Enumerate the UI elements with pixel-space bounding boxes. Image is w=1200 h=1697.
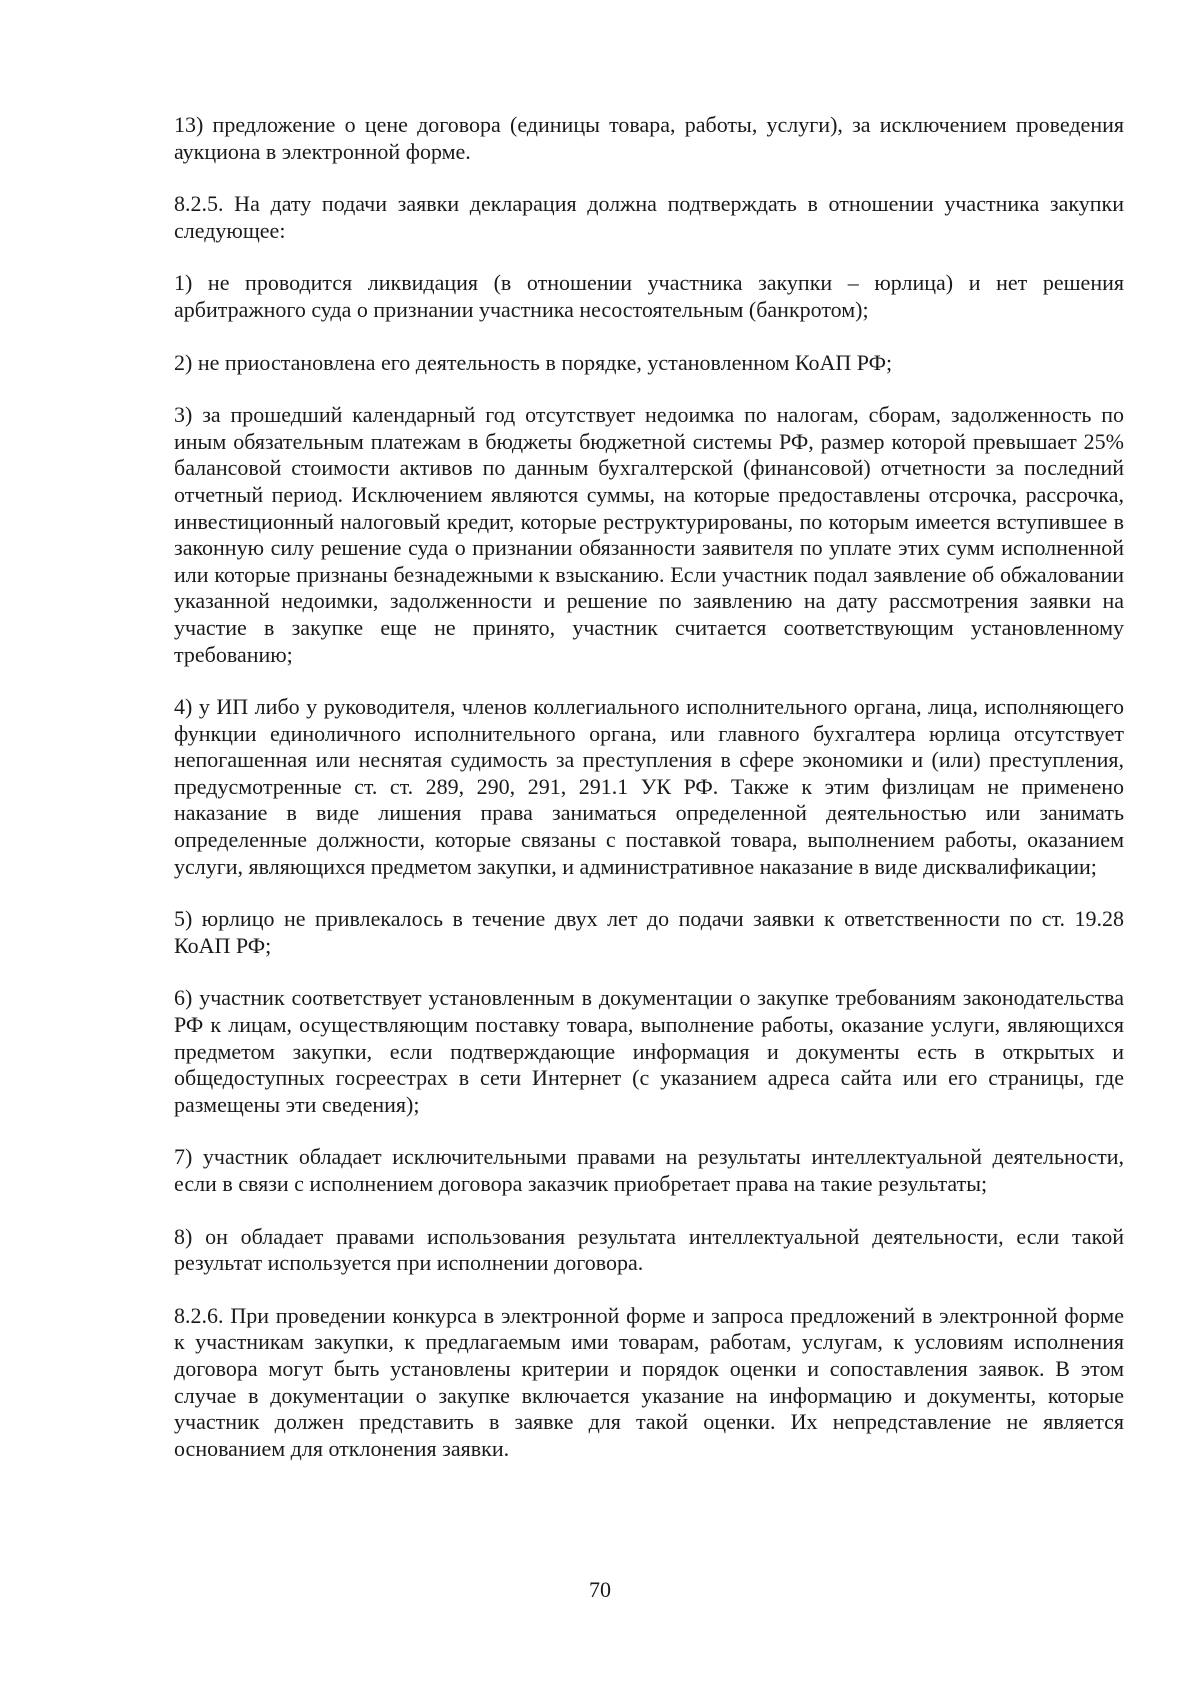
paragraph-section-8-2-5: 8.2.5. На дату подачи заявки декларация должна подтверждать в отношении участника закупки следующее: [174, 191, 1124, 243]
paragraph-item-13: 13) предложение о цене договора (единицы товара, работы, услуги), за исключением проведения аукциона в электронной форме. [174, 112, 1124, 164]
paragraph-item-2: 2) не приостановлена его деятельность в порядке, установленном КоАП РФ; [174, 349, 893, 375]
paragraph-item-7: 7) участник обладает исключительными правами на результаты интеллектуальной деятельности, если в связи с исполнением договора заказчик приобретает права на такие результаты; [174, 1144, 1124, 1196]
paragraph-item-5: 5) юрлицо не привлекалось в течение двух лет до подачи заявки к ответственности по ст. 19.28 КоАП РФ; [174, 906, 1124, 958]
paragraph-item-6: 6) участник соответствует установленным в документации о закупке требованиям законодательства РФ к лицам, осуществляющим поставку товара, выполнение работы, оказание услуги, являющихся предметом закупки, если подтверждающие информация и документы есть в открытых и общедоступных госреестрах в сети Интернет (с указанием адреса сайта или его страницы, где размещены эти сведения); [174, 985, 1124, 1117]
paragraph-item-1: 1) не проводится ликвидация (в отношении участника закупки – юрлица) и нет решения арбитражного суда о признании участника несостоятельным (банкротом); [174, 270, 1124, 322]
document-body [174, 112, 1124, 1488]
paragraph-item-8: 8) он обладает правами использования результата интеллектуальной деятельности, если такой результат используется при исполнении договора. [174, 1223, 1124, 1276]
paragraph-section-8-2-6: 8.2.6. При проведении конкурса в электронной форме и запроса предложений в электронной форме к участникам закупки, к предлагаемым ими товарам, работам, услугам, к условиям исполнения договора могут быть установлены критерии и порядок оценки и сопоставления заявок. В этом случае в документации о закупке включается указание на информацию и документы, которые участник должен представить в заявке для такой оценки. Их непредставление не является основанием для отклонения заявки. [174, 1302, 1124, 1461]
paragraph-item-4: 4) у ИП либо у руководителя, членов коллегиального исполнительного органа, лица, исполняющего функции единоличного исполнительного органа, или главного бухгалтера юрлица отсутствует непогашенная или неснятая судимость за преступления в сфере экономики и (или) преступления, предусмотренные ст. ст. 289, 290, 291, 291.1 УК РФ. Также к этим физлицам не применено наказание в виде лишения права заниматься определенной деятельностью или занимать определенные должности, которые связаны с поставкой товара, выполнением работы, оказанием услуги, являющихся предметом закупки, и административное наказание в виде дисквалификации; [174, 694, 1124, 879]
paragraph-item-3: 3) за прошедший календарный год отсутствует недоимка по налогам, сборам, задолженность по иным обязательным платежам в бюджеты бюджетной системы РФ, размер которой превышает 25% балансовой стоимости активов по данным бухгалтерской (финансовой) отчетности за последний отчетный период. Исключением являются суммы, на которые предоставлены отсрочка, рассрочка, инвестиционный налоговый кредит, которые реструктурированы, по которым имеется вступившее в законную силу решение суда о признании обязанности заявителя по уплате этих сумм исполненной или которые признаны безнадежными к взысканию. Если участник подал заявление об обжаловании указанной недоимки, задолженности и решение по заявлению на дату рассмотрения заявки на участие в закупке еще не принято, участник считается соответствующим установленному требованию; [174, 402, 1124, 667]
page-number: 70 [589, 1577, 611, 1602]
